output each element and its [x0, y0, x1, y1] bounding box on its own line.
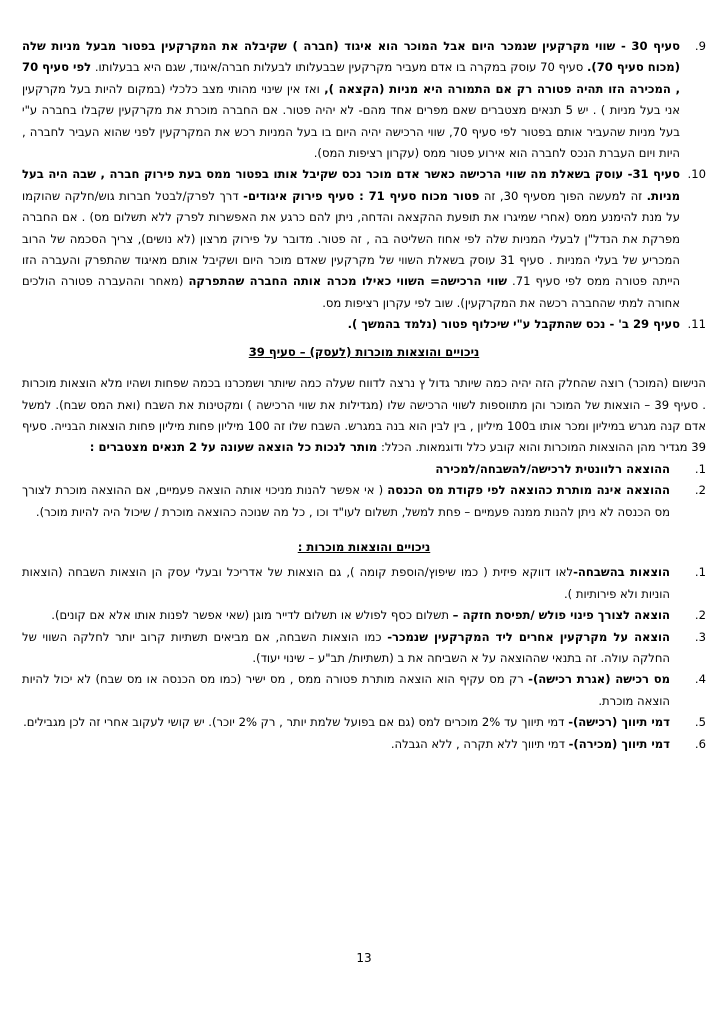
condition-item: 2. ההוצאה אינה מותרת כהוצאה לפי פקודת מס הכנסה ( אי אפשר להנות מניכוי אותה הוצאה פעמיים, אם ההוצאה מוכרת לצורך מס הכנסה לא ניתן להנות ממנה פעמיים – פחת למשל, תשלום לעו"ד וכו , כל מה שנוכה כהוצאה מוכרת / שיכול היה להיות מוכר).	[22, 480, 706, 523]
list-item-section-29b	[22, 314, 706, 335]
expense-item: 3. הוצאה על מקרקעין אחרים ליד המקרקעין שנמכר- כמו הוצאות השבחה, אם מביאים תשתיות קרוב יותר לחלקה השווי של החלקה עולה. זה בתנאי שההוצאה על א השביחה את ב (תשתיות/ תב"ע – שינוי יעוד).	[22, 627, 706, 670]
list-number: 2.	[694, 483, 706, 498]
section-31-heading: סעיף 31- עוסק בשאלת מה שווי הרכישה כאשר אדם מוכר נכס שקיבל אותו בפטור ממס בעת פירוק חברה , שבה היה בעל מניות.	[22, 167, 681, 203]
expense-item: 6. דמי תיווך (מכירה)- דמי תיווך ללא תקרה , ללא הגבלה.	[22, 734, 706, 755]
expense-item: 4. מס רכישה (אגרת רכישה)- רק מס עקיף הוא הוצאה מותרת פטורה ממס , מס ישיר (כמו מס הכנסה או מס שבח) לא יכול להיות הוצאה מוכרת.	[22, 669, 706, 712]
list-number: 4.	[694, 672, 706, 687]
list-number: 1.	[694, 565, 706, 580]
list-number: 5.	[694, 715, 706, 730]
expense-item: 5. דמי תיווך (רכישה)- דמי תיווך עד 2% מוכרים למס (גם אם בפועל שלמת יותר , רק 2% יוכר). יש קושי לעקוב אחרי זה לכן מגבילים.	[22, 712, 706, 733]
rule-statement: מותר לנכות כל הוצאה שעונה על 2 תנאים מצטברים :	[89, 440, 378, 455]
section-29b-text: סעיף 29 ב' - נכס שהתקבל ע"י שיכלוף פטור (נלמד בהמשך ).	[347, 317, 680, 332]
condition-item: 1. ההוצאה רלוונטית לרכישה/להשבחה/למכירה	[22, 459, 706, 480]
list-number: 10.	[687, 167, 706, 182]
section-30-heading: סעיף 30 - שווי מקרקעין שנמכר היום אבל המוכר הוא איגוד (חברה ) שקיבלה את המקרקעין בפטור מבעל מניות שלה (מכוח סעיף 70).	[22, 39, 680, 75]
list-number: 3.	[694, 629, 706, 644]
page-number: 13	[356, 951, 372, 965]
list-number: 9.	[694, 39, 706, 53]
list-item-section-30	[22, 36, 706, 164]
expense-item: 2. הוצאה לצורך פינוי פולש /תפיסת חזקה – תשלום כסף לפולש או תשלום לדייר מוגן (שאי אפשר לפנות אותו אלא אם קונים).	[22, 605, 706, 626]
list-number: 1.	[694, 461, 706, 476]
list-number: 6.	[694, 736, 706, 751]
section-30-text: סעיף 30 - שווי מקרקעין שנמכר היום אבל המוכר הוא איגוד (חברה ) שקיבלה את המקרקעין בפטור מבעל מניות שלה (מכוח סעיף 70). סעיף 70 עוסק במקרה בו אדם מעביר מקרקעין שבבעלותו לבעלות חברה/איגוד, שגם היא בבעלותו. לפי סעיף 70 , המכירה הזו תהיה פטורה רק אם התמורה היא מניות (הקצאה ), ואז אין שינוי מהותי מצב כלכלי (במקום להיות בעל מקרקעין אני בעל מניות ) . יש 5 תנאים מצטברים שאם מפרים אחד מהם- לא יהיה פטור. אם החברה מוכרת את מקרקעין שקבלו בחברה ע"י בעל מניות שהעביר אותם בפטור לפי סעיף 70, שווי הרכישה יהיה היום בו בעל המניות רכש את המקרקעין לפני שהוא העביר לחברה , היות ויום העברת הנכס לחברה הוא אירוע פטור ממס (עקרון רציפות המס).	[22, 39, 681, 161]
section-31-text: סעיף 31- עוסק בשאלת מה שווי הרכישה כאשר אדם מוכר נכס שקיבל אותו בפטור ממס בעת פירוק חברה , שבה היה בעל מניות. זה למעשה הפוך מסעיף 30, זה פטור מכוח סעיף 71 : סעיף פירוק איגודים- דרך לפרק/לבטל חברות גוש/חלקה שהוקמו על מנת להימנע ממס (אחרי שמיגרו את תופעת ההקצאה והדחה, ניתן להם כרגע את האפשרות לפרק ללא תשלום מס) . אם החברה מפרקת את הנדל"ן לבעלי המניות שלה לפי אחוז השליטה בה , זה פטור. מדובר על פירוק מרצון (לא נושים), צריך הסכמה של הרוב המכריע של בעלי המניות . סעיף 31 עוסק בשאלת השווי של מקרקעין שאדם מוכר היום ושקיבל אותם מאיגוד שהתפרק והעברה הזו הייתה פטורה ממס לפי סעיף 71. שווי הרכישה= השווי כאילו מכרה אותה החברה שהתפרקה (מאחר וההעברה פטורה הולכים אחורה למתי שהחברה רכשה את המקרקעין). שוב לפי עקרון רציפות מס.	[22, 167, 681, 310]
section-heading: ניכויים והוצאות מוכרות (לעסק) – סעיף 39	[248, 344, 480, 359]
subsection-title: ניכויים והוצאות מוכרות :	[297, 539, 431, 554]
expense-item: 1. הוצאות בהשבחה-לאו דווקא פיזית ( כמו שיפוץ/הוספת קומה ), גם הוצאות של אדריכל ובעלי עסק הן הוצאות השבחה (הוצאות הוניות ולא פירותיות ).	[22, 562, 706, 605]
list-number: 2.	[694, 608, 706, 623]
list-item-section-31	[22, 164, 706, 314]
list-number: 11.	[687, 317, 706, 332]
intro-paragraph: הנישום (המוכר) רוצה שהחלק הזה יהיה כמה שיותר גדול ץ נרצה לדווח שעלה כמה שיותר ושמכרנו בכמה שפחות ושהיו מלא הוצאות מוכרות . סעיף 39 – הוצאות של המוכר והן מתווספות לשווי הרכישה שלו (מגדילות את שווי הרכישה ) ומקטינות את השבח (ואת המס שבח). למשל אדם קנה מגרש במיליון ומכר אותו ב100 מיליון , בין לבין הוא בנה במגרש. השבח שלו זה 100 מיליון פחות מיליון פחות הוצאות הבנייה. סעיף 39 מגדיר מהן ההוצאות המוכרות והוא קובע כלל ודוגמאות. הכלל: מותר לנכות כל הוצאה שעונה על 2 תנאים מצטברים :	[22, 376, 706, 455]
